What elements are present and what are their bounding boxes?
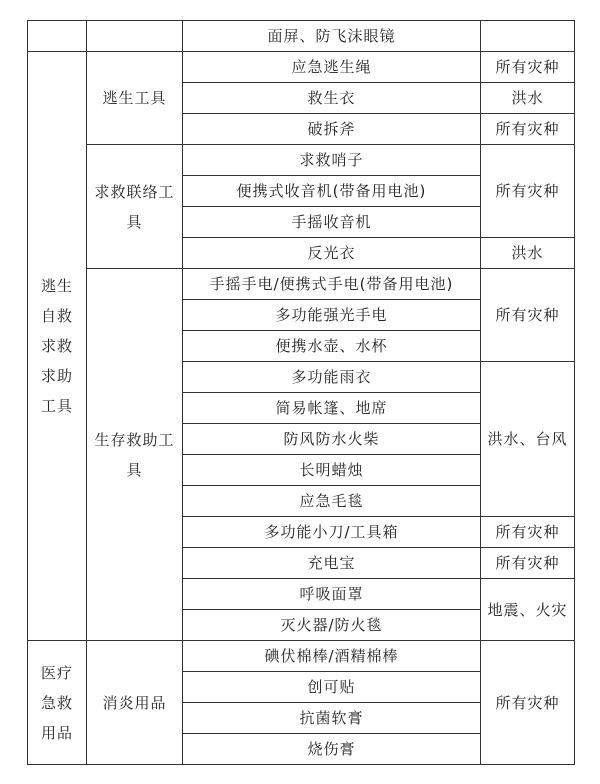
subcategory-cell-escape: 逃生工具 — [87, 52, 183, 145]
hazard-cell: 所有灾种 — [481, 145, 575, 238]
item-cell: 手摇收音机 — [183, 207, 481, 238]
table-row — [28, 269, 575, 300]
subcategory-cell-empty — [87, 21, 183, 52]
item-cell: 简易帐篷、地席 — [183, 393, 481, 424]
hazard-cell: 所有灾种 — [481, 269, 575, 362]
subcategory-cell-contact: 求救联络工 具 — [87, 145, 183, 269]
table-row — [28, 145, 575, 176]
hazard-cell-empty — [481, 21, 575, 52]
hazard-cell: 所有灾种 — [481, 114, 575, 145]
item-cell: 多功能强光手电 — [183, 300, 481, 331]
hazard-cell: 所有灾种 — [481, 641, 575, 765]
hazard-cell: 所有灾种 — [481, 548, 575, 579]
item-cell: 充电宝 — [183, 548, 481, 579]
hazard-cell: 洪水 — [481, 83, 575, 114]
subcategory-cell-survival: 生存救助工 具 — [87, 269, 183, 641]
item-cell: 反光衣 — [183, 238, 481, 269]
hazard-cell: 洪水、台风 — [481, 362, 575, 517]
item-cell: 抗菌软膏 — [183, 703, 481, 734]
item-cell: 长明蜡烛 — [183, 455, 481, 486]
item-cell: 灭火器/防火毯 — [183, 610, 481, 641]
item-cell: 多功能雨衣 — [183, 362, 481, 393]
item-cell: 应急逃生绳 — [183, 52, 481, 83]
item-cell: 破拆斧 — [183, 114, 481, 145]
item-cell: 便携式收音机(带备用电池) — [183, 176, 481, 207]
category-cell-medical: 医疗 急救 用品 — [28, 641, 87, 765]
item-cell: 面屏、防飞沫眼镜 — [183, 21, 481, 52]
item-cell: 创可贴 — [183, 672, 481, 703]
item-cell: 救生衣 — [183, 83, 481, 114]
subcategory-cell-disinfect: 消炎用品 — [87, 641, 183, 765]
table-row — [28, 52, 575, 83]
item-cell: 防风防水火柴 — [183, 424, 481, 455]
hazard-cell: 所有灾种 — [481, 52, 575, 83]
item-cell: 手摇手电/便携式手电(带备用电池) — [183, 269, 481, 300]
category-cell-empty — [28, 21, 87, 52]
category-cell-self-rescue: 逃生 自救 求救 求助 工具 — [28, 52, 87, 641]
item-cell: 求救哨子 — [183, 145, 481, 176]
item-cell: 便携水壶、水杯 — [183, 331, 481, 362]
item-cell: 烧伤膏 — [183, 734, 481, 765]
item-cell: 应急毛毯 — [183, 486, 481, 517]
item-cell: 碘伏棉棒/酒精棉棒 — [183, 641, 481, 672]
hazard-cell: 所有灾种 — [481, 517, 575, 548]
emergency-supplies-table — [27, 20, 575, 765]
table-row — [28, 21, 575, 52]
hazard-cell: 地震、火灾 — [481, 579, 575, 641]
hazard-cell: 洪水 — [481, 238, 575, 269]
item-cell: 呼吸面罩 — [183, 579, 481, 610]
table-row — [28, 641, 575, 672]
item-cell: 多功能小刀/工具箱 — [183, 517, 481, 548]
